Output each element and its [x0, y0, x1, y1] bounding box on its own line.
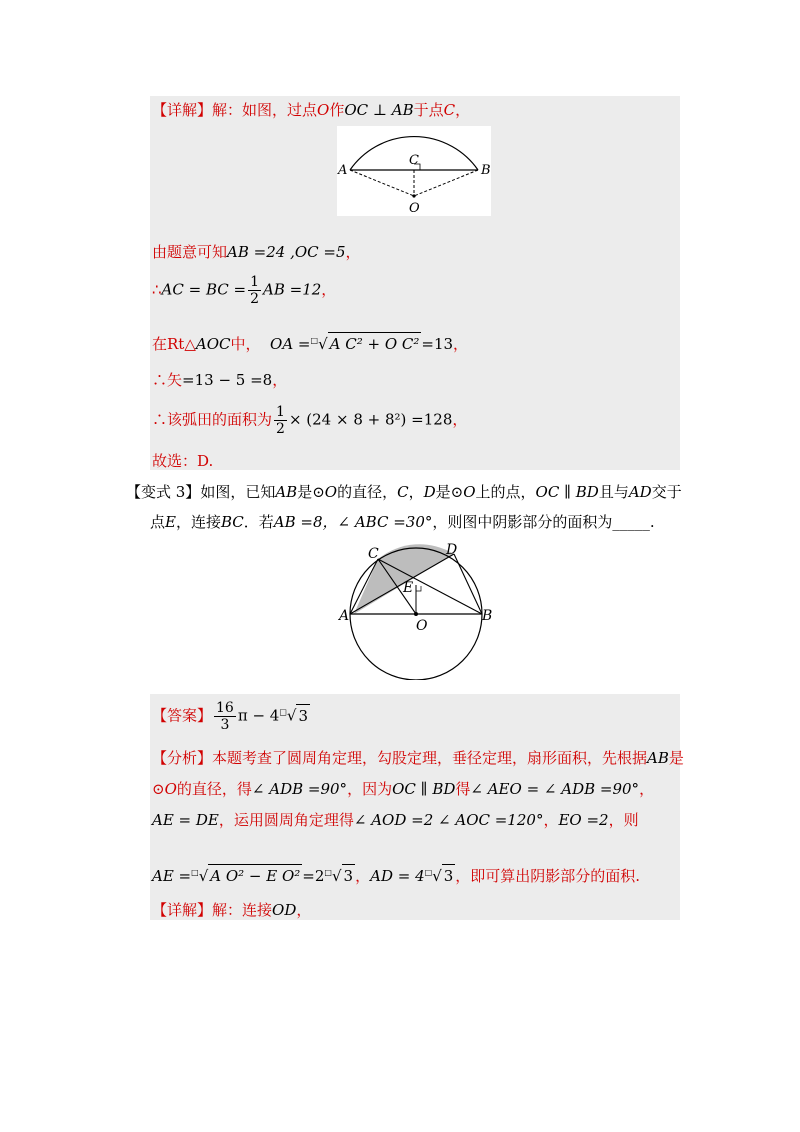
label-A: A: [338, 163, 348, 178]
answer-tag: 【答案】: [152, 706, 213, 725]
arc-field-figure: [337, 126, 491, 216]
label-C: C: [409, 153, 419, 168]
label-E: E: [403, 580, 414, 596]
analysis-line3: AE = DE，运用圆周角定理得∠ AOD =2 ∠ AOC =120°，EO =2，则: [152, 811, 639, 829]
answer-line: 【答案】 $\frac{16}{3}$ π − 4□√ 3: [152, 700, 309, 733]
sol1-line3: 在Rt△AOC中， OA =□√ A C² + O C² =13，: [152, 330, 468, 355]
variant-tag: 【变式 3】: [126, 483, 201, 501]
label-D: D: [446, 542, 458, 558]
sol1-line6: 故选：D.: [152, 452, 214, 470]
label-C: C: [368, 546, 379, 562]
sqrt-oa: A C² + O C²: [328, 332, 422, 355]
sol1-header: 【详解】解：如图，过点O作OC ⊥ AB于点C，: [152, 101, 471, 119]
answer-blank: _____: [612, 513, 650, 531]
sqrt-ae: A O² − E O²: [208, 864, 302, 887]
analysis-line1: 【分析】本题考查了圆周角定理，勾股定理，垂径定理，扇形面积，先根据AB是: [152, 749, 684, 767]
fraction-16-3: $\frac{16}{3}$: [216, 700, 234, 733]
sol1-line4: ∴矢=13 − 5 =8，: [152, 371, 288, 389]
analysis-tag: 【分析】: [152, 749, 213, 767]
analysis-line2: ⊙O的直径，得∠ ADB =90°，因为OC ∥ BD得∠ AEO = ∠ ADB =90°，: [152, 780, 655, 798]
label-O: O: [416, 618, 428, 634]
solution2-line: 【详解】解：连接OD，: [152, 901, 312, 919]
label-B: B: [482, 608, 493, 624]
detail-tag-2: 【详解】: [152, 901, 213, 919]
sol1-line2: ∴AC = BC = $\frac{1}{2}$ AB =12，: [152, 274, 337, 307]
variant3-question-line2: 点E，连接BC．若AB =8，∠ ABC =30°，则图中阴影部分的面积为_____.: [150, 513, 655, 531]
sol1-line1: 由题意可知AB =24 ,OC =5，: [152, 243, 361, 261]
fraction-half: $\frac{1}{2}$: [250, 274, 259, 307]
circle-figure: [336, 540, 496, 680]
arc-field-diagram: [337, 126, 491, 216]
label-A: A: [339, 608, 350, 624]
circle-diagram: [336, 540, 496, 680]
fraction-half-2: $\frac{1}{2}$: [276, 404, 285, 437]
variant3-question-line1: 【变式 3】如图，已知AB是⊙O的直径，C，D是⊙O上的点，OC ∥ BD且与AD交于: [126, 483, 682, 501]
detail-tag: 【详解】: [152, 101, 213, 119]
sol1-line5: ∴该弧田的面积为 $\frac{1}{2}$ × (24 × 8 + 8²) =128，: [152, 404, 468, 437]
label-B: B: [481, 163, 491, 178]
analysis-line4: AE =□√ A O² − E O² =2□√ 3 ，AD = 4□√ 3 ，即可算出阴影部分的面积.: [152, 862, 640, 887]
label-O: O: [409, 201, 420, 216]
sqrt-3: 3: [296, 704, 310, 727]
